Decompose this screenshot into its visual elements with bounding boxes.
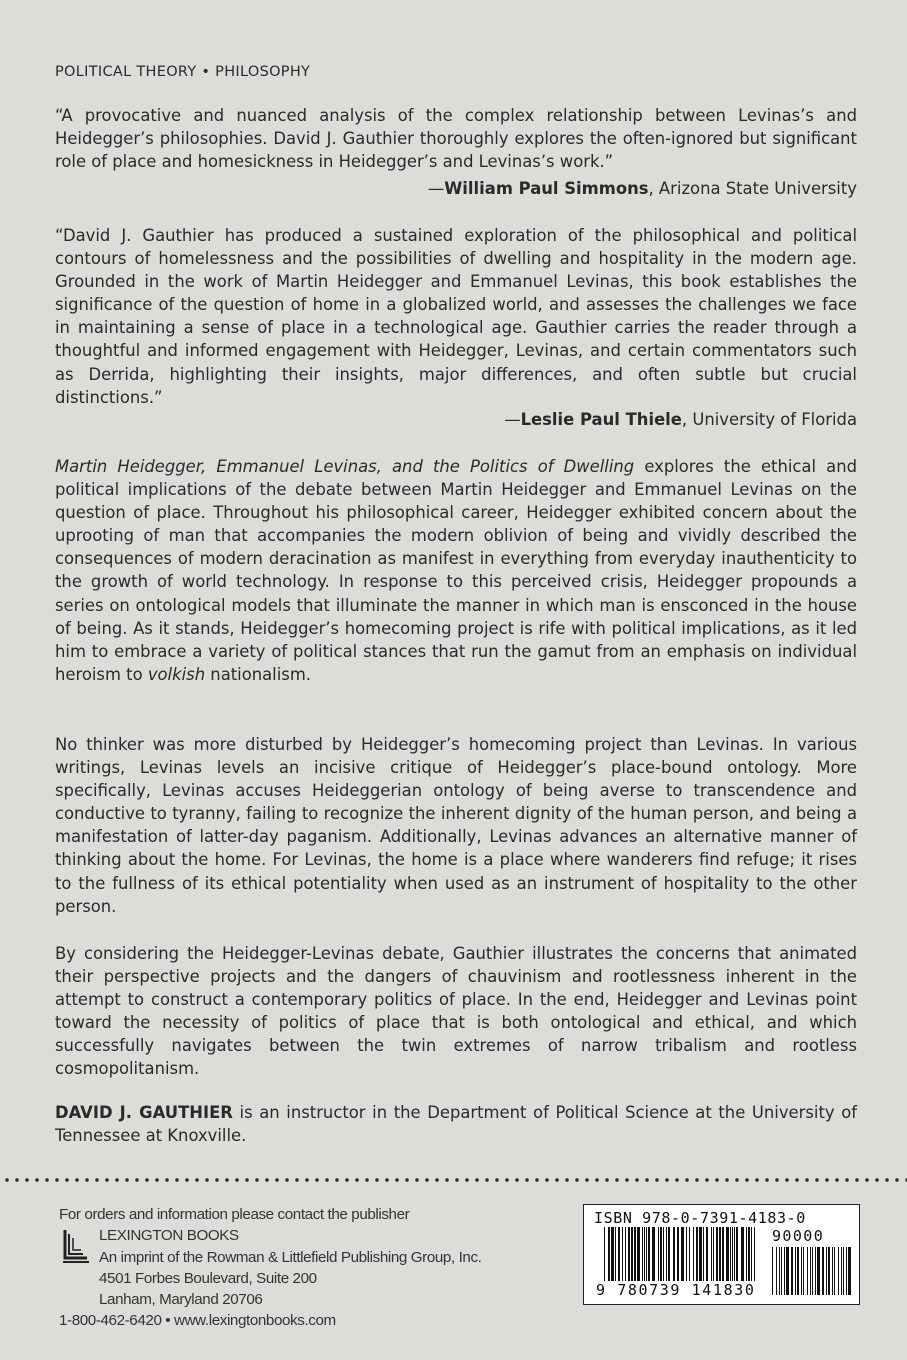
barcode-bar — [822, 1247, 824, 1295]
barcode-bar — [772, 1247, 773, 1295]
barcode-bar — [711, 1227, 712, 1281]
barcode-bar — [803, 1247, 804, 1295]
barcode-bar — [730, 1227, 731, 1281]
barcode-bar — [815, 1247, 816, 1295]
barcode-bar — [754, 1227, 755, 1281]
italic-term: volkish — [147, 664, 206, 684]
barcode-bar — [652, 1227, 655, 1281]
publisher-contact: 1-800-462-6420 • www.lexingtonbooks.com — [59, 1312, 336, 1330]
barcode-bar — [622, 1227, 623, 1281]
isbn-label: ISBN 978-0-7391-4183-0 — [594, 1209, 806, 1227]
endorsement-2: “David J. Gauthier has produced a sustained exploration of the philosophical and political contours of homelessness and the possibilities of dwelling and hospitality in the modern age. Grounded in the work of Martin Heidegger and Emmanuel Levinas, this book establishes the significance of the question of home in a globalized world, and assesses the challenges we face in maintaining a sense of place in a technological age. Gauthier carries the reader through a thoughtful and informed engagement with Heidegger, Levinas, and certain commentators such as Derrida, highlighting their insights, major differences, and often subtle but crucial distinctions.” — [55, 226, 857, 407]
barcode-bar — [703, 1227, 704, 1281]
barcode-bar — [810, 1247, 811, 1295]
barcode-bar — [646, 1227, 647, 1281]
barcode-bar — [663, 1227, 664, 1281]
barcode-bar — [719, 1227, 721, 1281]
barcode-bar — [658, 1227, 659, 1281]
barcode-bar — [846, 1247, 847, 1295]
barcode-bar — [668, 1227, 670, 1281]
book-title: Martin Heidegger, Emmanuel Levinas, and the Politics of Dwelling — [55, 457, 635, 476]
price-code: 90000 — [772, 1227, 825, 1245]
barcode-bar — [699, 1227, 702, 1281]
barcode-bar — [726, 1227, 729, 1281]
barcode-bar — [660, 1227, 662, 1281]
barcode-bar — [706, 1227, 708, 1281]
barcode-bar — [779, 1247, 780, 1295]
attribution-dash: — — [504, 410, 521, 429]
barcode-bar — [736, 1227, 738, 1281]
barcode-bar — [826, 1247, 827, 1295]
ean-bars — [604, 1227, 759, 1281]
barcode-bar — [713, 1227, 714, 1281]
attribution-dash: — — [427, 179, 445, 198]
description-paragraph-1 — [55, 455, 857, 686]
barcode-bar — [843, 1247, 844, 1295]
publisher-address-2: Lanham, Maryland 20706 — [99, 1291, 263, 1309]
barcode-bar — [677, 1227, 679, 1281]
barcode-bar — [732, 1227, 733, 1281]
endorsement-1-attribution — [428, 177, 857, 200]
barcode-bar — [776, 1247, 777, 1295]
barcode-bar — [681, 1227, 684, 1281]
barcode-bar — [673, 1227, 675, 1281]
barcode-bar — [791, 1247, 793, 1295]
barcode-bar — [642, 1227, 643, 1281]
barcode-bar — [817, 1247, 820, 1295]
endorser-affiliation: , Arizona State University — [648, 179, 857, 198]
endorser-affiliation: , University of Florida — [681, 410, 857, 429]
author-name: DAVID J. GAUTHIER — [55, 1103, 233, 1122]
barcode-bar — [615, 1227, 616, 1281]
description-text-end: nationalism. — [205, 664, 312, 684]
description-paragraph-2: No thinker was more disturbed by Heidegger’s homecoming project than Levinas. In various writings, Levinas levels an incisive critique of Heidegger’s place-bound ontology. More specifically, Levinas accuses Heideggerian ontology of being averse to transcendence and conductive to tyranny, failing to recognize the inherent dignity of the human person, and being a manifestation of latter-day paganism. Additionally, Levinas advances an alternative manner of thinking about the home. For Levinas, the home is a place where wanderers find refuge; it rises to the fullness of its ethical potentiality when used as an instrument of hospitality to the other person. — [55, 735, 857, 916]
author-bio-text: is an instructor in the Department of Political Science at the University of Tennessee at Knoxville. — [55, 1103, 857, 1146]
author-bio — [55, 1101, 857, 1147]
barcode-bar — [618, 1227, 620, 1281]
barcode-bar — [838, 1247, 839, 1295]
barcode-bar — [807, 1247, 808, 1295]
endorsement-2-attribution — [504, 408, 857, 431]
barcode-bar — [722, 1227, 724, 1281]
publisher-info — [59, 1204, 482, 1332]
barcode-bar — [786, 1247, 789, 1295]
barcode-bar — [631, 1227, 633, 1281]
publisher-address-1: 4501 Forbes Boulevard, Suite 200 — [99, 1269, 317, 1287]
contact-line: For orders and information please contact the publisher — [59, 1206, 410, 1223]
barcode-bar — [666, 1227, 667, 1281]
price-addon-bars — [772, 1247, 852, 1295]
description-text: explores the ethical and political implications of the debate between Martin Heidegger and Emmanuel Levinas on the question of place. Throughout his philosophical career, Heidegger exhibited concern about the uprooting of man that accompanies the modern oblivion of being and vividly described the consequences of modern deracination as manifest in everything from everyday inauthenticity to the growth of world technology. In response to this perceived crisis, Heidegger propounds a series on ontological models that illuminate the manner in which man is ensconced in the house of being. As it stands, Heidegger’s homecoming project is rife with political implications, as it led him to embrace a variety of political stances that run the gamut from an emphasis on individual heroism to — [55, 457, 857, 684]
barcode-bar — [644, 1227, 645, 1281]
endorser-name: Leslie Paul Thiele — [520, 410, 682, 429]
barcode-bar — [746, 1227, 747, 1281]
dotted-divider — [0, 1176, 907, 1184]
barcode-bar — [834, 1247, 835, 1295]
barcode-bar — [716, 1227, 718, 1281]
isbn-barcode — [583, 1204, 860, 1305]
barcode-bar — [848, 1247, 851, 1295]
barcode-bar — [634, 1227, 636, 1281]
publisher-name: LEXINGTON BOOKS — [99, 1227, 239, 1245]
barcode-bar — [689, 1227, 690, 1281]
barcode-bar — [637, 1227, 640, 1281]
publisher-imprint: An imprint of the Rowman & Littlefield Publishing Group, Inc. — [99, 1248, 482, 1266]
barcode-bar — [648, 1227, 650, 1281]
description-paragraph-3: By considering the Heidegger-Levinas debate, Gauthier illustrates the concerns that animated their perspective projects and the dangers of chauvinism and rootlessness inherent in the attempt to construct a contemporary politics of place. In the end, Heidegger and Levinas point toward the necessity of politics of place that is both ontological and ethical, and which successfully navigates between the twin extremes of narrow tribalism and rootless cosmopolitanism. — [55, 944, 857, 1079]
endorsement-1: “A provocative and nuanced analysis of the complex relationship between Levinas’s and Heidegger’s philosophies. David J. Gauthier thoroughly explores the often-ignored but significant role of place and homesickness in Heidegger’s and Levinas’s work.” — [55, 106, 857, 172]
barcode-bar — [841, 1247, 842, 1295]
barcode-bar — [611, 1227, 614, 1281]
barcode-bar — [625, 1227, 626, 1281]
barcode-bar — [604, 1227, 605, 1281]
barcode-bar — [741, 1227, 744, 1281]
barcode-bar — [748, 1227, 750, 1281]
barcode-bar — [734, 1227, 735, 1281]
barcode-bar — [832, 1247, 833, 1295]
endorser-name: William Paul Simmons — [444, 179, 649, 198]
category-label: POLITICAL THEORY • PHILOSOPHY — [55, 64, 311, 80]
barcode-bar — [797, 1247, 799, 1295]
barcode-bar — [751, 1227, 752, 1281]
barcode-digits: 9 780739 141830 — [596, 1281, 756, 1299]
barcode-bar — [686, 1227, 687, 1281]
barcode-bar — [801, 1247, 802, 1295]
barcode-bar — [812, 1247, 813, 1295]
barcode-bar — [784, 1247, 785, 1295]
barcode-bar — [608, 1227, 610, 1281]
barcode-bar — [696, 1227, 698, 1281]
barcode-bar — [795, 1247, 796, 1295]
barcode-bar — [781, 1247, 782, 1295]
barcode-bar — [693, 1227, 694, 1281]
barcode-bar — [628, 1227, 630, 1281]
barcode-bar — [828, 1247, 830, 1295]
